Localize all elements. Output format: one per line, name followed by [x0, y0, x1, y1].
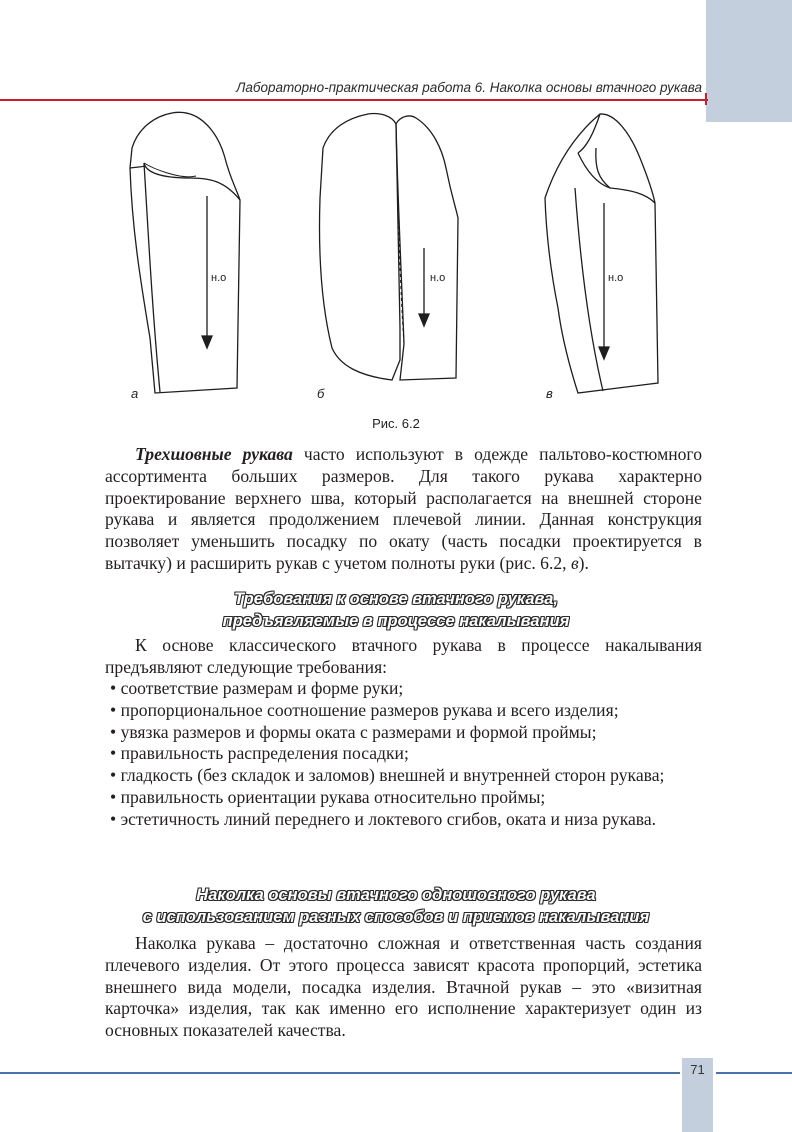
grain-label-c: н.о: [608, 272, 624, 284]
header-rule: [0, 99, 708, 101]
list-item: • гладкость (без складок и заломов) внешней и внутренней сторон рукава;: [105, 765, 702, 787]
intro-lead: Трехшовные рукава: [135, 444, 293, 464]
intro-text: часто используют в одежде пальтово-костюмного ассортимента больших размеров. Для такого рукава характерно проектирование верхнего шва, который располагается на внешней стороне рукава и является продолжением плечевой линии. Данная конструкция позволяет уменьшить посадку по окату (часть посадки проектируется в вытачку) и расширить рукав с учетом полноты руки (рис. 6.2,: [105, 444, 702, 573]
sleeve-a: [130, 112, 240, 393]
page-tab-top: [706, 0, 792, 122]
requirements-list: [105, 678, 702, 831]
section2-heading-line2: с использованием разных способов и приемов накалывания: [142, 908, 650, 926]
section1-heading-line2: предъявляемые в процессе накалывания: [222, 612, 570, 630]
intro-text-end: ).: [578, 552, 589, 573]
intro-paragraph: [105, 444, 702, 575]
intro-ref: в: [570, 552, 579, 573]
section2-heading: [0, 884, 792, 928]
figure-label-a: а: [131, 386, 139, 401]
sleeve-c: [545, 114, 658, 393]
running-header: Лабораторно-практическая работа 6. Наколка основы втачного рукава: [236, 80, 702, 95]
list-item: • правильность распределения посадки;: [105, 743, 702, 765]
footer-rule: [0, 1072, 680, 1074]
page-number: 71: [690, 1062, 705, 1077]
list-item: • пропорциональное соотношение размеров рукава и всего изделия;: [105, 700, 702, 722]
section1-heading: [0, 588, 792, 632]
grain-label-a: н.о: [211, 272, 227, 284]
section1-heading-line1: Требования к основе втачного рукава,: [233, 590, 559, 608]
sleeve-b: [320, 113, 459, 380]
sleeve-figure: [100, 108, 680, 408]
figure-label-c: в: [546, 386, 553, 401]
figure-caption: Рис. 6.2: [372, 416, 420, 431]
list-item: • правильность ориентации рукава относительно проймы;: [105, 787, 702, 809]
list-item: • соответствие размерам и форме руки;: [105, 678, 702, 700]
list-item: • увязка размеров и формы оката с размерами и формой проймы;: [105, 722, 702, 744]
section2-paragraph: Наколка рукава – достаточно сложная и ответственная часть создания плечевого изделия. От этого процесса зависят красота пропорций, эстетика внешнего вида модели, посадка изделия. Втачной рукав – это «визитная карточка» изделия, так как именно его исполнение характеризует один из основных показателей качества.: [105, 933, 702, 1041]
footer-rule-right: [716, 1072, 792, 1074]
figure-label-b: б: [317, 386, 325, 401]
list-item: • эстетичность линий переднего и локтевого сгибов, оката и низа рукава.: [105, 809, 702, 831]
grain-label-b: н.о: [430, 272, 446, 284]
section2-heading-line1: Наколка основы втачного одношовного рукава: [196, 886, 596, 904]
section1-intro: К основе классического втачного рукава в процессе накалывания предъявляют следующие требования:: [105, 635, 702, 677]
header-tick: [705, 93, 707, 105]
